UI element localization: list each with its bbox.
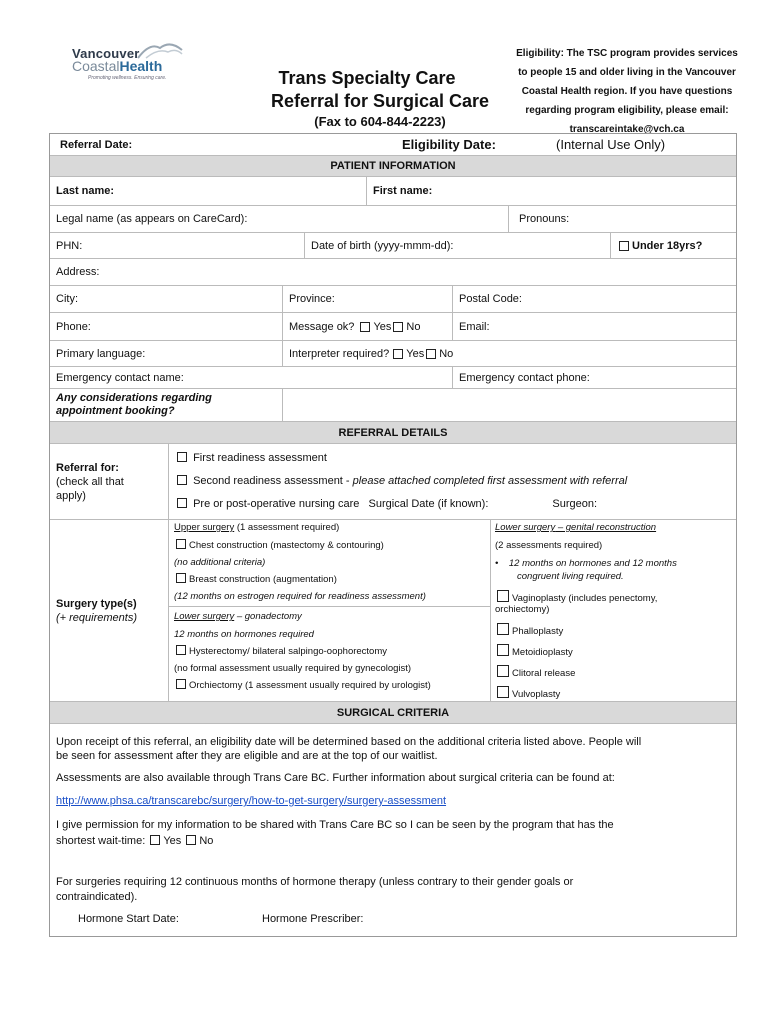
phone-field[interactable]: Phone: [56,320,91,333]
surgical-date-field[interactable]: Surgical Date (if known): [368,498,489,510]
permission-no-label: No [199,835,214,847]
opt-vaginoplasty: Vaginoplasty (includes penectomy, [495,590,657,604]
genital-reconstruction-column [490,520,736,701]
interpreter-yes-label: Yes [406,347,425,360]
vaginoplasty-checkbox[interactable] [497,590,509,602]
message-ok-label: Message ok? [289,320,355,333]
considerations-label: Any considerations regarding appointment booking? [56,392,212,417]
opt-clitoral-release: Clitoral release [495,665,575,679]
patient-section-header: PATIENT INFORMATION [50,156,736,176]
legal-name-row [50,205,736,232]
message-no-checkbox[interactable] [393,322,403,332]
city-field[interactable]: City: [56,293,78,305]
hormone-bullet-line2: congruent living required. [517,571,624,582]
upper-surgery-heading: Upper surgery (1 assessment required) [174,522,340,533]
criteria-section-row [50,701,736,723]
phalloplasty-checkbox[interactable] [497,623,509,635]
logo-word-coastal-health: CoastalHealth [72,58,163,74]
under18-checkbox[interactable] [619,241,629,251]
permission-line1: I give permission for my information to be shared with Trans Care BC so I can be seen by the program that has the [56,819,614,831]
interpreter-yes-checkbox[interactable] [393,349,403,359]
province-field[interactable]: Province: [282,286,452,312]
message-yes-checkbox[interactable] [360,322,370,332]
form-title-line2: Referral for Surgical Care [270,91,490,111]
interpreter-no-checkbox[interactable] [426,349,436,359]
permission-no-checkbox[interactable] [186,835,196,845]
referral-options [168,444,736,519]
name-row [50,176,736,205]
referral-section-row [50,421,736,443]
primary-language-field[interactable]: Primary language: [56,347,146,360]
hormone-para-line1: For surgeries requiring 12 continuous months of hormone therapy (unless contrary to their gender goals or [56,876,574,888]
legal-name-field[interactable]: Legal name (as appears on CareCard): [56,213,248,225]
interpreter-label: Interpreter required? [289,347,390,360]
upper-lower-gonad-column [168,520,490,701]
under18-checkbox-cell [610,233,736,258]
lower-gonadectomy-heading: Lower surgery – gonadectomy [174,611,302,622]
opt-metoidioplasty: Metoidioplasty [495,644,573,658]
email-field[interactable]: Email: [452,313,736,340]
estrogen-note: (12 months on estrogen required for readiness assessment) [174,591,426,602]
opt-chest-construction: Chest construction (mastectomy & contouring) [174,539,384,551]
under18-label: Under 18yrs? [632,239,703,252]
surgery-types-row [50,519,736,701]
pronouns-field[interactable]: Pronouns: [508,206,736,232]
vulvoplasty-checkbox[interactable] [497,686,509,698]
criteria-para1-line2: be seen for assessment after they are eligible and are at the top of our waitlist. [56,750,438,762]
permission-line2: shortest wait-time: Yes No [56,835,214,847]
permission-yes-label: Yes [163,835,182,847]
metoidioplasty-checkbox[interactable] [497,644,509,656]
first-readiness-checkbox[interactable] [177,452,187,462]
no-formal-note: (no formal assessment usually required by gynecologist) [174,663,412,674]
breast-construction-checkbox[interactable] [176,573,186,583]
emergency-row [50,366,736,388]
opt-nursing-care: Pre or post-operative nursing care Surgical Date (if known): Surgeon: [175,498,597,510]
referral-form [49,133,737,937]
criteria-section-header: SURGICAL CRITERIA [50,702,736,723]
dob-field[interactable]: Date of birth (yyyy-mmm-dd): [304,233,610,258]
considerations-field[interactable] [282,389,736,421]
address-field[interactable]: Address: [56,266,100,278]
top-row [50,134,736,155]
surgery-assessment-link[interactable]: http://www.phsa.ca/transcarebc/surgery/how-to-get-surgery/surgery-assessment [56,795,447,807]
interpreter-cell [282,341,736,366]
hormone-para-line2: contraindicated). [56,891,138,903]
patient-section-row [50,155,736,176]
divider [169,606,491,607]
mountain-logo-icon [136,38,184,60]
opt-phalloplasty: Phalloplasty [495,623,563,637]
phn-field[interactable]: PHN: [56,239,83,252]
nursing-care-checkbox[interactable] [177,498,187,508]
criteria-para1-line1: Upon receipt of this referral, an eligibility date will be determined based on the additional criteria listed above. People will [56,736,642,748]
referral-for-row [50,443,736,519]
city-row [50,285,736,312]
twelve-months-note: 12 months on hormones required [174,629,314,640]
hormone-bullet-line1: • 12 months on hormones and 12 months [495,558,677,569]
considerations-row [50,388,736,421]
emergency-contact-phone-field[interactable]: Emergency contact phone: [452,367,736,388]
opt-breast-construction: Breast construction (augmentation) [174,573,337,585]
vch-logo [66,38,184,88]
clitoral-release-checkbox[interactable] [497,665,509,677]
opt-hysterectomy: Hysterectomy/ bilateral salpingo-oophorectomy [174,645,387,657]
surgery-types-label: Surgery type(s) (+ requirements) [56,597,138,624]
opt-vulvoplasty: Vulvoplasty [495,686,560,700]
internal-use-label: (Internal Use Only) [556,137,666,152]
referral-for-label: Referral for: (check all that apply) [56,461,124,502]
referral-date-field[interactable]: Referral Date: [60,138,133,151]
phone-row [50,312,736,340]
criteria-body [50,723,736,937]
eligibility-note: Eligibility: The TSC program provides services to people 15 and older living in the Vancouver Coastal Health region. If you have questions regarding program eligibility, please email: transcareintake@vch.ca [516,48,738,135]
eligibility-date-label: Eligibility Date: [402,137,496,152]
phn-row [50,232,736,258]
address-row [50,258,736,285]
logo-word-vancouver: Vancouver [72,46,140,61]
opt-first-readiness: First readiness assessment [175,452,327,464]
two-assessments-note: (2 assessments required) [495,540,603,551]
opt-orchiectomy: Orchiectomy (1 assessment usually required by urologist) [174,679,431,691]
message-yes-label: Yes [373,320,392,333]
opt-second-readiness: Second readiness assessment - please attached completed first assessment with referral [175,475,627,487]
logo-tagline: Promoting wellness. Ensuring care. [88,75,167,81]
interpreter-no-label: No [439,347,454,360]
orchiectomy-checkbox[interactable] [176,679,186,689]
vaginoplasty-line2: orchiectomy) [495,604,550,615]
criteria-para2: Assessments are also available through Trans Care BC. Further information about surgical criteria can be found at: [56,772,615,784]
lower-genital-heading: Lower surgery – genital reconstruction [495,522,657,533]
surgeon-field[interactable]: Surgeon: [552,498,598,510]
language-row [50,340,736,366]
chest-construction-checkbox[interactable] [176,539,186,549]
form-title-line1: Trans Specialty Care [278,68,456,88]
permission-yes-checkbox[interactable] [150,835,160,845]
hormone-prescriber-field[interactable]: Hormone Prescriber: [262,913,364,925]
message-no-label: No [406,320,421,333]
no-additional-note: (no additional criteria) [174,557,266,568]
hormone-start-date-field[interactable]: Hormone Start Date: [78,913,179,925]
second-readiness-checkbox[interactable] [177,475,187,485]
postal-code-field[interactable]: Postal Code: [452,286,736,312]
referral-section-header: REFERRAL DETAILS [50,422,736,443]
first-name-field[interactable]: First name: [366,177,736,205]
emergency-contact-name-field[interactable]: Emergency contact name: [56,371,184,384]
fax-number: (Fax to 604-844-2223) [314,114,446,129]
hysterectomy-checkbox[interactable] [176,645,186,655]
message-ok-cell [282,313,452,340]
last-name-field[interactable]: Last name: [56,185,115,197]
